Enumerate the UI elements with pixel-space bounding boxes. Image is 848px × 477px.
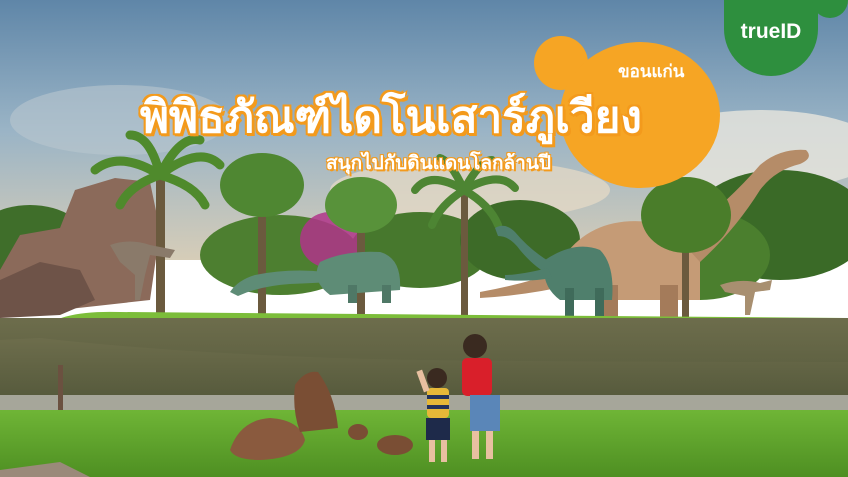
- headline-title: พิพิธภัณฑ์ไดโนเสาร์ภูเวียง: [140, 92, 642, 143]
- sign-post: [58, 365, 63, 410]
- trueid-logo-text: trueID: [740, 20, 802, 43]
- province-label: ขอนแก่น: [618, 62, 685, 82]
- headline-subtitle: สนุกไปกับดินแดนโลกล้านปี: [326, 152, 551, 174]
- walkway: [0, 395, 848, 412]
- foreground-grass: [0, 410, 848, 477]
- headline-block: [140, 78, 740, 188]
